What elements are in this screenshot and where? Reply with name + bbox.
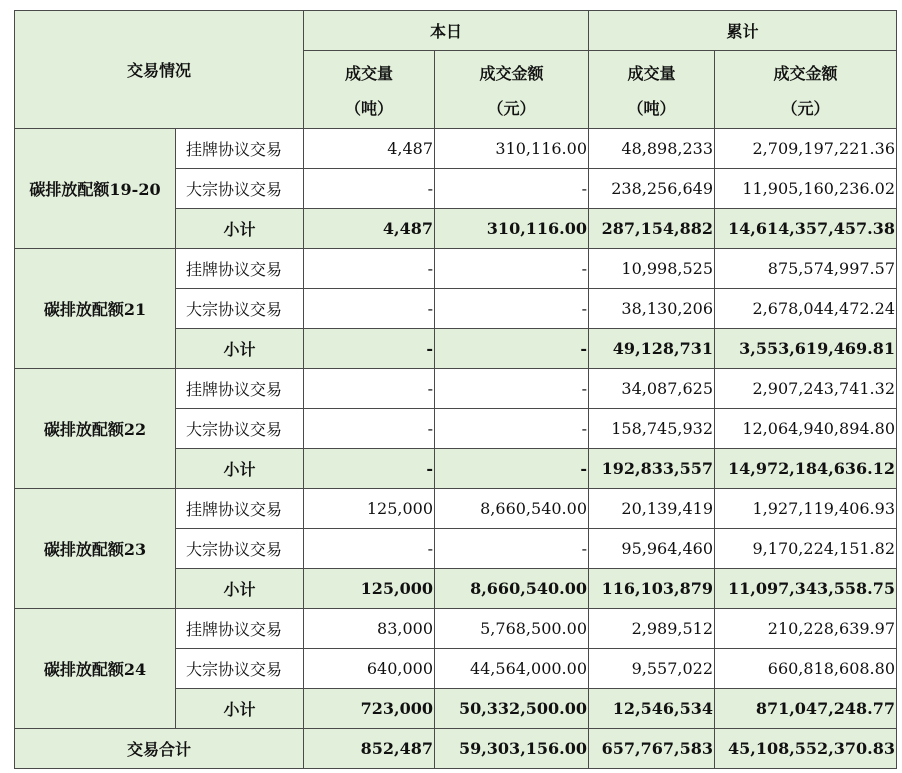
today-amount-cell: - xyxy=(435,369,589,409)
cumulative-volume-cell: 38,130,206 xyxy=(589,289,715,329)
subtotal-label: 小计 xyxy=(176,689,304,729)
total-label: 交易合计 xyxy=(15,729,304,769)
today-amount-cell: - xyxy=(435,529,589,569)
subtotal-label: 小计 xyxy=(176,329,304,369)
today-volume-cell: 640,000 xyxy=(304,649,435,689)
subtotal-today-amount-cell: 8,660,540.00 xyxy=(435,569,589,609)
cumulative-amount-header xyxy=(715,51,897,129)
today-volume-cell: - xyxy=(304,249,435,289)
today-amount-cell: 44,564,000.00 xyxy=(435,649,589,689)
cumulative-amount-cell: 2,678,044,472.24 xyxy=(715,289,897,329)
allowance-group-name: 碳排放配额19-20 xyxy=(15,129,176,249)
total-row xyxy=(15,729,897,769)
cumulative-volume-cell: 158,745,932 xyxy=(589,409,715,449)
subtotal-cumulative-amount-cell: 14,972,184,636.12 xyxy=(715,449,897,489)
today-volume-cell: - xyxy=(304,409,435,449)
trade-type-label: 大宗协议交易 xyxy=(176,289,304,329)
cumulative-amount-cell: 2,709,197,221.36 xyxy=(715,129,897,169)
trade-info-header: 交易情况 xyxy=(15,11,304,129)
total-cumulative-amount-cell: 45,108,552,370.83 xyxy=(715,729,897,769)
total-cumulative-volume-cell: 657,767,583 xyxy=(589,729,715,769)
subtotal-today-volume-cell: 723,000 xyxy=(304,689,435,729)
cumulative-amount-cell: 11,905,160,236.02 xyxy=(715,169,897,209)
subtotal-today-volume-cell: - xyxy=(304,449,435,489)
today-volume-header xyxy=(304,51,435,129)
today-amount-label: 成交金额 xyxy=(479,63,544,83)
today-volume-cell: - xyxy=(304,169,435,209)
trade-type-label: 挂牌协议交易 xyxy=(176,249,304,289)
subtotal-cumulative-amount-cell: 11,097,343,558.75 xyxy=(715,569,897,609)
cumulative-volume-cell: 95,964,460 xyxy=(589,529,715,569)
cumulative-header: 累计 xyxy=(589,11,897,51)
subtotal-today-volume-cell: 4,487 xyxy=(304,209,435,249)
subtotal-cumulative-volume-cell: 49,128,731 xyxy=(589,329,715,369)
allowance-group-name: 碳排放配额24 xyxy=(15,609,176,729)
subtotal-cumulative-volume-cell: 12,546,534 xyxy=(589,689,715,729)
today-volume-cell: - xyxy=(304,369,435,409)
allowance-group-name: 碳排放配额21 xyxy=(15,249,176,369)
trade-type-label: 大宗协议交易 xyxy=(176,409,304,449)
cumulative-amount-label: 成交金额 xyxy=(773,63,838,83)
subtotal-label: 小计 xyxy=(176,569,304,609)
subtotal-label: 小计 xyxy=(176,209,304,249)
total-today-amount-cell: 59,303,156.00 xyxy=(435,729,589,769)
cumulative-amount-cell: 1,927,119,406.93 xyxy=(715,489,897,529)
table-row xyxy=(15,609,897,649)
cumulative-volume-header xyxy=(589,51,715,129)
cumulative-volume-unit: （吨） xyxy=(627,98,676,118)
subtotal-today-amount-cell: 50,332,500.00 xyxy=(435,689,589,729)
table-row xyxy=(15,129,897,169)
today-volume-cell: 83,000 xyxy=(304,609,435,649)
cumulative-volume-cell: 34,087,625 xyxy=(589,369,715,409)
cumulative-volume-cell: 9,557,022 xyxy=(589,649,715,689)
subtotal-today-amount-cell: - xyxy=(435,329,589,369)
today-amount-cell: - xyxy=(435,289,589,329)
cumulative-volume-cell: 2,989,512 xyxy=(589,609,715,649)
today-volume-cell: - xyxy=(304,529,435,569)
table-row xyxy=(15,249,897,289)
trade-type-label: 挂牌协议交易 xyxy=(176,609,304,649)
today-volume-unit: （吨） xyxy=(344,98,393,118)
trade-type-label: 大宗协议交易 xyxy=(176,169,304,209)
today-amount-cell: 8,660,540.00 xyxy=(435,489,589,529)
today-amount-cell: - xyxy=(435,409,589,449)
subtotal-cumulative-volume-cell: 116,103,879 xyxy=(589,569,715,609)
trade-type-label: 挂牌协议交易 xyxy=(176,369,304,409)
allowance-group-name: 碳排放配额23 xyxy=(15,489,176,609)
today-volume-label: 成交量 xyxy=(344,63,393,83)
trade-type-label: 大宗协议交易 xyxy=(176,529,304,569)
cumulative-amount-cell: 12,064,940,894.80 xyxy=(715,409,897,449)
cumulative-amount-cell: 660,818,608.80 xyxy=(715,649,897,689)
today-amount-cell: 5,768,500.00 xyxy=(435,609,589,649)
cumulative-volume-cell: 10,998,525 xyxy=(589,249,715,289)
cumulative-volume-cell: 20,139,419 xyxy=(589,489,715,529)
header-row-1 xyxy=(15,11,897,51)
cumulative-volume-cell: 238,256,649 xyxy=(589,169,715,209)
cumulative-amount-cell: 2,907,243,741.32 xyxy=(715,369,897,409)
trade-type-label: 大宗协议交易 xyxy=(176,649,304,689)
subtotal-today-amount-cell: - xyxy=(435,449,589,489)
cumulative-volume-label: 成交量 xyxy=(627,63,676,83)
subtotal-cumulative-volume-cell: 192,833,557 xyxy=(589,449,715,489)
trade-type-label: 挂牌协议交易 xyxy=(176,129,304,169)
total-today-volume-cell: 852,487 xyxy=(304,729,435,769)
subtotal-label: 小计 xyxy=(176,449,304,489)
subtotal-today-volume-cell: - xyxy=(304,329,435,369)
today-volume-cell: 125,000 xyxy=(304,489,435,529)
cumulative-amount-unit: （元） xyxy=(781,98,830,118)
today-amount-cell: - xyxy=(435,169,589,209)
cumulative-volume-cell: 48,898,233 xyxy=(589,129,715,169)
today-amount-cell: - xyxy=(435,249,589,289)
today-volume-cell: - xyxy=(304,289,435,329)
trading-table-container xyxy=(14,10,897,769)
today-amount-header xyxy=(435,51,589,129)
today-amount-unit: （元） xyxy=(487,98,536,118)
carbon-trading-table xyxy=(14,10,897,769)
subtotal-cumulative-amount-cell: 3,553,619,469.81 xyxy=(715,329,897,369)
cumulative-amount-cell: 875,574,997.57 xyxy=(715,249,897,289)
table-row xyxy=(15,489,897,529)
subtotal-today-volume-cell: 125,000 xyxy=(304,569,435,609)
subtotal-cumulative-amount-cell: 14,614,357,457.38 xyxy=(715,209,897,249)
trade-type-label: 挂牌协议交易 xyxy=(176,489,304,529)
today-volume-cell: 4,487 xyxy=(304,129,435,169)
today-header: 本日 xyxy=(304,11,589,51)
subtotal-today-amount-cell: 310,116.00 xyxy=(435,209,589,249)
subtotal-cumulative-amount-cell: 871,047,248.77 xyxy=(715,689,897,729)
cumulative-amount-cell: 210,228,639.97 xyxy=(715,609,897,649)
cumulative-amount-cell: 9,170,224,151.82 xyxy=(715,529,897,569)
today-amount-cell: 310,116.00 xyxy=(435,129,589,169)
subtotal-cumulative-volume-cell: 287,154,882 xyxy=(589,209,715,249)
allowance-group-name: 碳排放配额22 xyxy=(15,369,176,489)
table-row xyxy=(15,369,897,409)
